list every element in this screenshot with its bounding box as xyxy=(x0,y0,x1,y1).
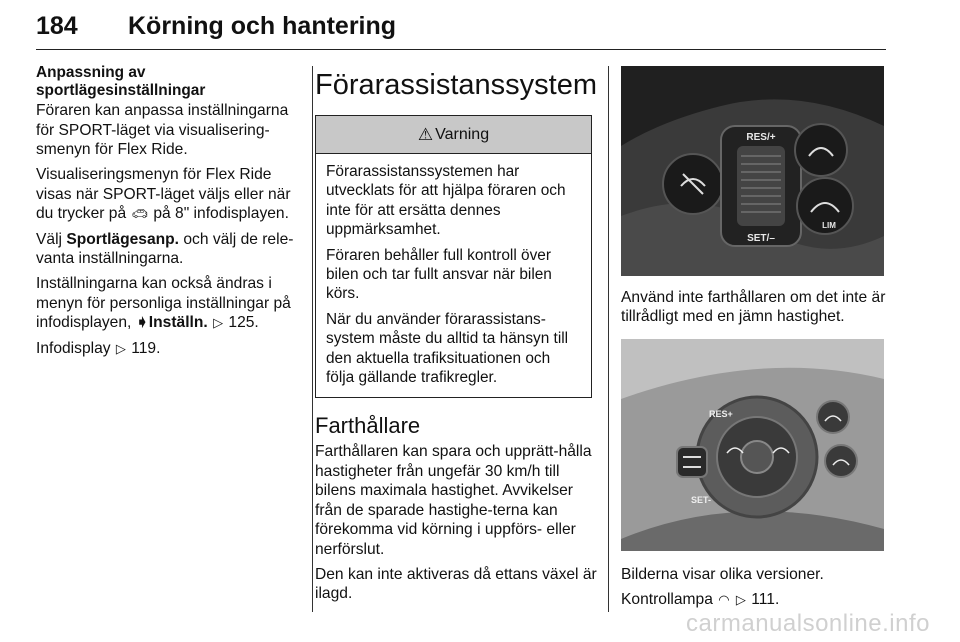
paragraph-text: Visualiseringsmenyn för Flex Ride visas när SPORT-läget väljs eller när du trycker på xyxy=(36,166,291,223)
menu-keyword: Inställn. xyxy=(148,314,208,332)
paragraph: Föraren kan anpassa inställningarna för SPORT-läget via visualisering-smenyn för Flex Ride. xyxy=(36,102,289,158)
paragraph xyxy=(36,274,302,332)
steering-wheel-illustration xyxy=(621,66,884,276)
image-caption: Använd inte farthållaren om det inte är tillrådligt med en jämn hastighet. xyxy=(621,289,886,326)
paragraph xyxy=(36,339,302,358)
res-plus-label: RES/+ xyxy=(746,132,776,143)
reference-icon: ▷ xyxy=(115,340,126,356)
page-reference[interactable]: 119. xyxy=(131,339,161,357)
warning-header xyxy=(316,116,591,154)
warning-body xyxy=(316,154,591,397)
warning-label: Varning xyxy=(435,125,490,143)
page-reference[interactable]: 125. xyxy=(228,314,259,332)
paragraph-text: Inställningarna kan också ändras i menyn för personliga inställningar på infodisplayen, xyxy=(36,275,291,332)
menu-keyword: Sportlägesanp. xyxy=(66,230,180,248)
paragraph-text: och välj de rele-vanta inställningarna. xyxy=(36,230,294,268)
column-divider xyxy=(608,66,609,612)
warning-box xyxy=(315,115,592,398)
chapter-title: Körning och hantering xyxy=(128,12,397,40)
column-right xyxy=(621,64,889,616)
paragraph-text: på 8" infodisplayen. xyxy=(153,205,289,223)
lim-label: LIM xyxy=(822,221,836,230)
steering-wheel-controls-image xyxy=(621,66,884,276)
section-title: Farthållare xyxy=(315,413,421,439)
watermark: carmanualsonline.info xyxy=(686,610,930,637)
warning-paragraph: Förarassistanssystemen har utvecklats för att hjälpa föraren och inte för att ersätta dennes uppmärksamhet. xyxy=(326,163,566,239)
paragraph: Den kan inte aktiveras då ettans växel är ilagd. xyxy=(315,565,597,603)
section-title: Förarassistanssystem xyxy=(315,69,598,101)
res-plus-label: RES+ xyxy=(709,408,733,419)
car-mode-icon: 🚗︎ xyxy=(131,206,148,222)
set-minus-label: SET- xyxy=(691,494,712,505)
warning-triangle-icon: ⚠ xyxy=(417,124,434,144)
arrow-icon: ➧ xyxy=(135,314,149,332)
paragraph-text: Välj xyxy=(36,230,63,248)
set-minus-label: SET/– xyxy=(747,233,775,244)
paragraph-text: Kontrollampa xyxy=(621,591,713,609)
paragraph xyxy=(36,165,302,223)
paragraph xyxy=(621,590,889,609)
steering-wheel-illustration xyxy=(621,339,884,551)
warning-paragraph: När du använder förarassistans-system måste du alltid ta hänsyn till den aktuella trafiksituationen och följa gällande trafikregler. xyxy=(326,310,569,387)
reference-icon: ▷ xyxy=(735,592,746,608)
paragraph-text: Infodisplay xyxy=(36,339,111,357)
column-middle xyxy=(315,64,599,610)
image-caption: Bilderna visar olika versioner. xyxy=(621,565,824,583)
column-left xyxy=(36,64,302,364)
steering-wheel-controls-image xyxy=(621,339,884,551)
page-header xyxy=(36,6,886,50)
cruise-control-lamp-icon: ◠ xyxy=(718,592,730,608)
reference-icon: ▷ xyxy=(213,315,224,331)
warning-paragraph: Föraren behåller full kontroll över bilen och tar fullt ansvar när bilen körs. xyxy=(326,246,552,303)
paragraph xyxy=(36,230,302,269)
page-reference[interactable]: 111. xyxy=(751,591,780,609)
paragraph: Farthållaren kan spara och upprätt-hålla hastigheter från ungefär 30 km/h till bilens maximala hastighet. Avvikelser från de sparade hastighe-terna kan förekomma vid körning i uppförs- eller nerförslut. xyxy=(315,443,592,558)
subheading-sport-settings: Anpassning av sportlägesinställningar xyxy=(36,64,206,99)
column-divider xyxy=(312,66,313,612)
page-number: 184 xyxy=(36,12,78,40)
